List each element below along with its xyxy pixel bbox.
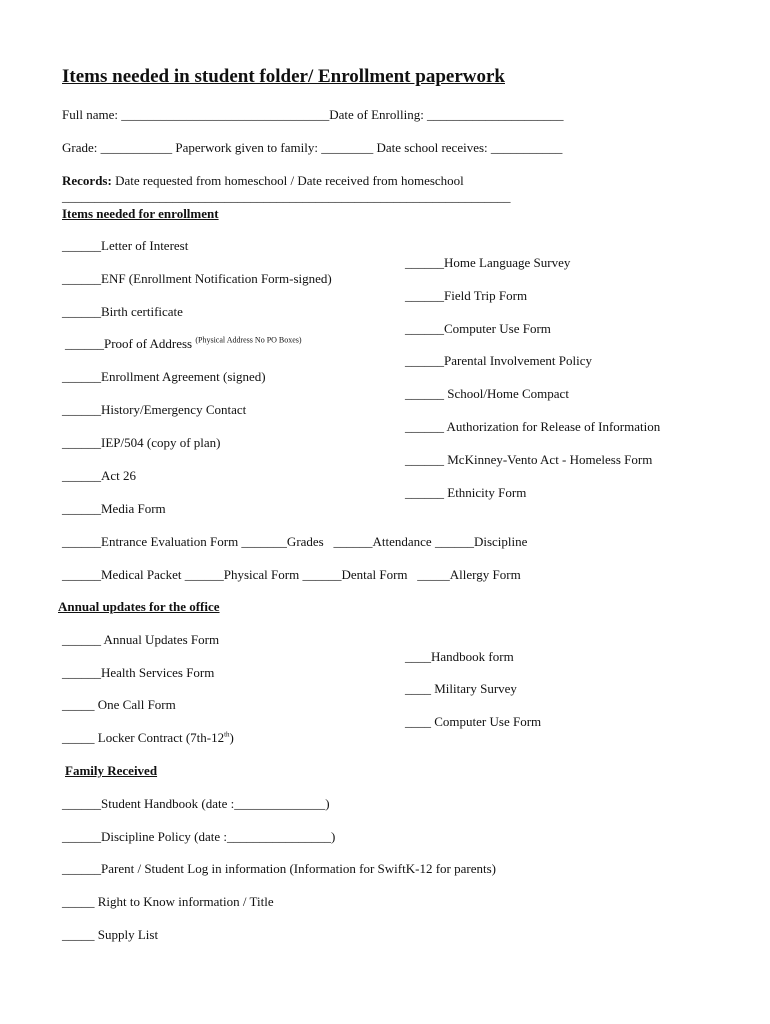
enroll-right-item: ______ McKinney-Vento Act - Homeless Form bbox=[405, 452, 653, 467]
family-item: ______Student Handbook (date :______________) bbox=[62, 796, 330, 811]
enroll-left-item: ______Letter of Interest bbox=[62, 238, 189, 253]
family-item: ______Parent / Student Log in information (Information for SwiftK-12 for parents) bbox=[62, 861, 496, 876]
proof-of-address: ______Proof of Address bbox=[65, 336, 193, 351]
grade-line: Grade: ___________ Paperwork given to family: ________ Date school receives: ___________ bbox=[62, 140, 563, 155]
enroll-left-item: ______Birth certificate bbox=[62, 304, 183, 319]
annual-right-item: ____ Military Survey bbox=[405, 681, 517, 696]
records-text: Date requested from homeschool / Date received from homeschool bbox=[111, 173, 464, 188]
annual-right-item: ____ Computer Use Form bbox=[405, 714, 542, 729]
family-heading: Family Received bbox=[65, 763, 158, 778]
medical-packet-line: ______Medical Packet ______Physical Form ______Dental Form _____Allergy Form bbox=[62, 567, 521, 582]
annual-left-item bbox=[62, 730, 234, 746]
enroll-left-item: ______Enrollment Agreement (signed) bbox=[62, 369, 266, 384]
enroll-right-item: ______Computer Use Form bbox=[405, 321, 551, 336]
records-blank: _____________________________________________________________________ bbox=[62, 189, 511, 204]
locker-contract: _____ Locker Contract (7th-12 bbox=[62, 730, 225, 745]
family-item: ______Discipline Policy (date :________________) bbox=[62, 829, 336, 844]
enroll-left-item: ______History/Emergency Contact bbox=[62, 402, 247, 417]
full-name-line: Full name: ________________________________Date of Enrolling: _____________________ bbox=[62, 107, 564, 122]
enrollment-heading: Items needed for enrollment bbox=[62, 206, 219, 221]
annual-left-item: _____ One Call Form bbox=[62, 697, 176, 712]
page-title: Items needed in student folder/ Enrollment paperwork bbox=[62, 66, 505, 87]
enroll-right-item: ______ Ethnicity Form bbox=[405, 485, 527, 500]
locker-close: ) bbox=[229, 730, 234, 745]
enroll-right-item: ______ School/Home Compact bbox=[405, 386, 569, 401]
proof-note: (Physical Address No PO Boxes) bbox=[195, 335, 302, 345]
entrance-evaluation-line: ______Entrance Evaluation Form _______Grades ______Attendance ______Discipline bbox=[62, 534, 528, 549]
enroll-left-item: ______ENF (Enrollment Notification Form-signed) bbox=[62, 271, 332, 286]
annual-left-item: ______Health Services Form bbox=[62, 665, 215, 680]
records-line bbox=[62, 173, 464, 189]
annual-right-item: ____Handbook form bbox=[405, 649, 514, 664]
enroll-right-item: ______Home Language Survey bbox=[405, 255, 571, 270]
enroll-left-item: ______Act 26 bbox=[62, 468, 137, 483]
annual-left-item: ______ Annual Updates Form bbox=[62, 632, 220, 647]
enroll-left-item bbox=[65, 336, 302, 352]
records-label: Records: bbox=[62, 173, 112, 188]
enroll-right-item: ______Field Trip Form bbox=[405, 288, 528, 303]
family-item: _____ Right to Know information / Title bbox=[62, 894, 274, 909]
enroll-left-item: ______IEP/504 (copy of plan) bbox=[62, 435, 221, 450]
family-item: _____ Supply List bbox=[62, 927, 159, 942]
enroll-right-item: ______Parental Involvement Policy bbox=[405, 353, 593, 368]
annual-heading: Annual updates for the office bbox=[58, 599, 220, 614]
enroll-left-item: ______Media Form bbox=[62, 501, 166, 516]
locker-sup: th bbox=[224, 730, 230, 739]
enroll-right-item: ______ Authorization for Release of Information bbox=[405, 419, 661, 434]
